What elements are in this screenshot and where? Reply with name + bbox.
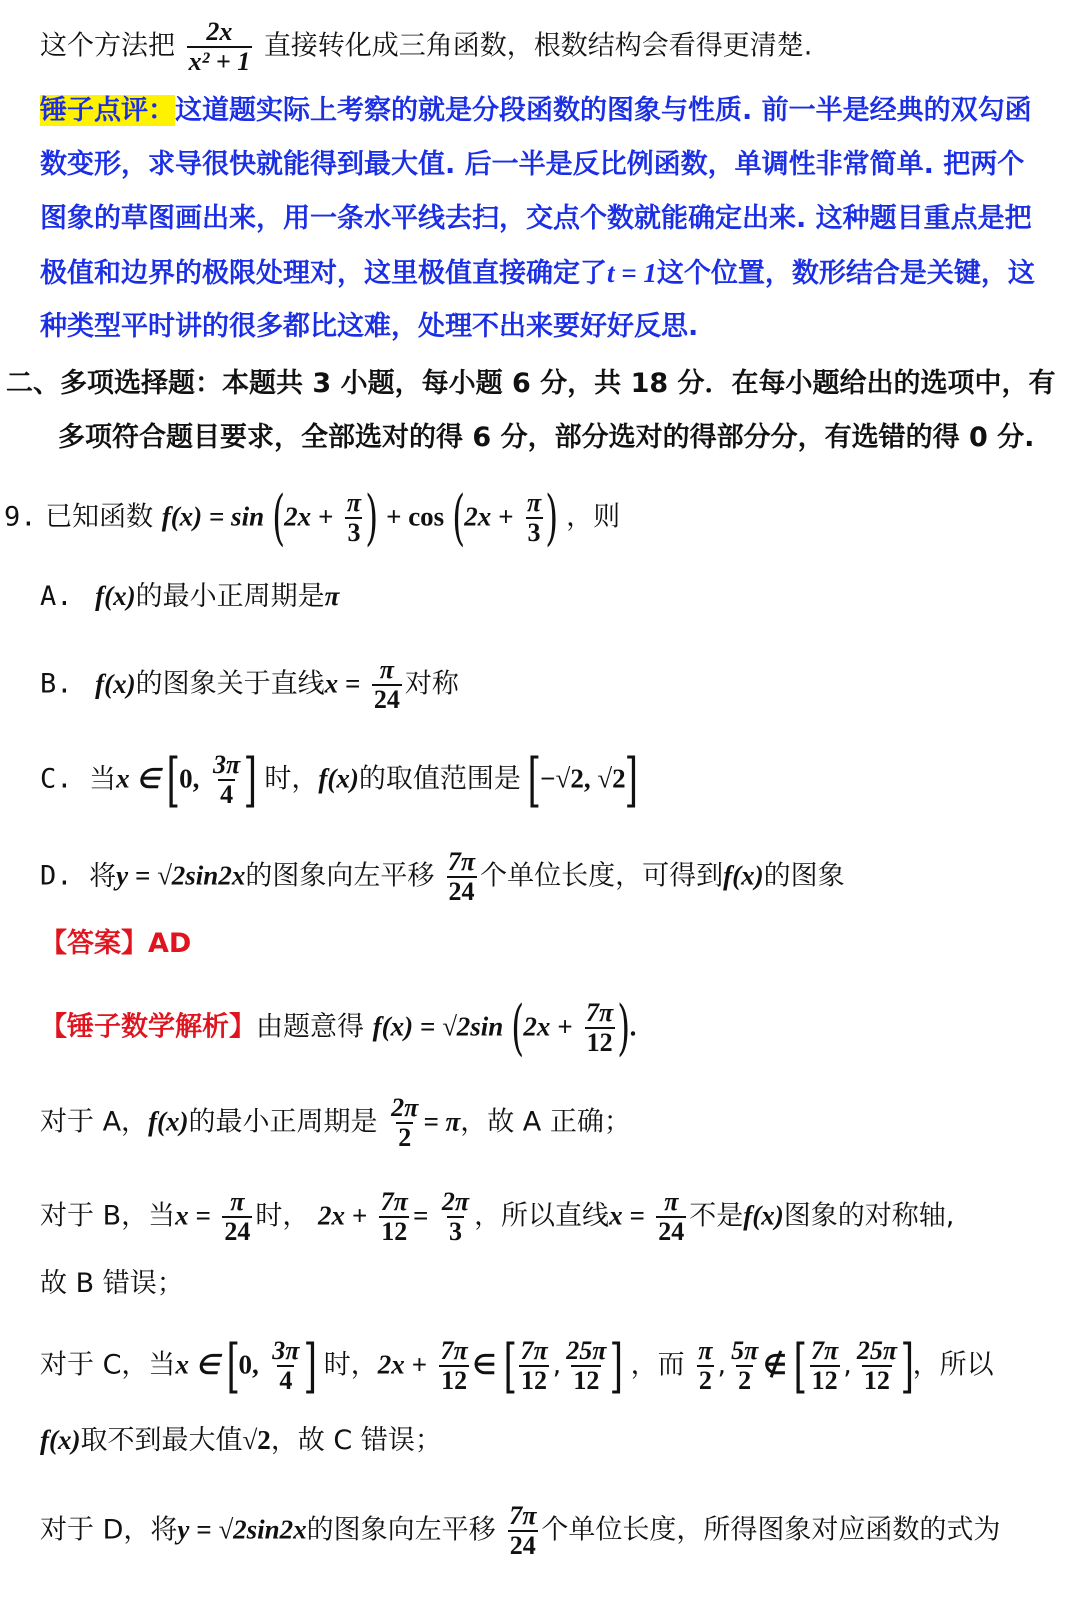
fraction-pi-over-3: $\frac{\pi}{3}$	[346, 488, 362, 547]
section-header-2: 多项符合题目要求，全部选对的得 6 分，部分选对的得部分分，有选错的得 0 分.	[58, 422, 1035, 453]
comment-line-3: 图象的草图画出来，用一条水平线去扫，交点个数就能确定出来. 这种题目重点是把	[40, 203, 1032, 234]
solution-a: 对于 A，f(x)的最小正周期是 $\frac{2\pi}{2}$ = π，故 A 正确；	[40, 1093, 631, 1152]
solution-b: 对于 B，当x = $\frac{\pi}{24}$ 时， 2x + $\frac{7\pi}{12}$ = $\frac{2\pi}{3}$ ，所以直线x = $\frac{\pi}{24}$ 不是f(x)图象的对称轴,	[40, 1187, 955, 1246]
fraction-2x-over-x2plus1: $\frac{2x}{\text{x² + 1}}$	[188, 17, 251, 76]
section-header-1: 二、多项选择题：本题共 3 小题，每小题 6 分，共 18 分．在每小题给出的选项中，有	[6, 368, 1056, 399]
comment-line-4: 极值和边界的极限处理对，这里极值直接确定了t = 1这个位置，数形结合是关键，这	[40, 258, 1035, 289]
intro-line	[40, 18, 1060, 76]
intro-text-tail: 直接转化成三角函数，根数结构会看得更清楚.	[263, 30, 813, 62]
comment-line-1: 锤子点评：这道题实际上考察的就是分段函数的图象与性质. 前一半是经典的双勾函	[40, 95, 1032, 126]
solution-c: 对于 C，当x ∈ [0, $\frac{3\pi}{4}$ ] 时，2x + $\frac{7\pi}{12}$ ∈ [ $\frac{7\pi}{12}$ , $\frac{25\pi}{12}$ ] ，而 $\frac{\pi}{2}$ , $\frac{5\pi}{2}$ ∉ [ $\frac{7\pi}{12}$ , $\frac{25\pi}{12}$ ]，所以	[40, 1332, 994, 1400]
answer-label: 【答案】AD	[40, 928, 192, 959]
solution-b-line-2: 故 B 错误；	[40, 1268, 184, 1299]
solution-line: 【锤子数学解析】由题意得 f(x) = √2sin (2x + $\frac{7\pi}{12}$ ).	[40, 993, 637, 1063]
option-d: D. 将y = √2sin2x的图象向左平移 $\frac{7\pi}{24}$ 个单位长度，可得到f(x)的图象	[40, 847, 845, 906]
solution-c-line-2: f(x)取不到最大值√2，故 C 错误；	[40, 1425, 442, 1456]
question-number: 9.	[4, 501, 37, 533]
comment-label: 锤子点评：	[40, 95, 175, 126]
comment-line-2: 数变形，求导很快就能得到最大值. 后一半是反比例函数，单调性非常简单. 把两个	[40, 149, 1025, 180]
option-c: C. 当x ∈ [0, $\frac{3\pi}{4}$ ] 时，f(x)的取值范围是 [−√2, √2]	[40, 746, 638, 814]
option-a: A. f(x)的最小正周期是π	[40, 581, 340, 612]
option-b: B. f(x)的图象关于直线x = $\frac{\pi}{24}$ 对称	[40, 655, 459, 714]
solution-d: 对于 D，将y = √2sin2x的图象向左平移 $\frac{7\pi}{24}$ 个单位长度，所得图象对应函数的式为	[40, 1501, 1001, 1560]
comment-line-5: 种类型平时讲的很多都比这难，处理不出来要好好反思.	[40, 311, 699, 342]
question-9: 9. 已知函数 f(x) = sin (2x + $\frac{\pi}{3}$ ) + cos (2x + $\frac{\pi}{3}$ ) ，则	[4, 483, 621, 553]
intro-text: 这个方法把	[40, 30, 175, 62]
